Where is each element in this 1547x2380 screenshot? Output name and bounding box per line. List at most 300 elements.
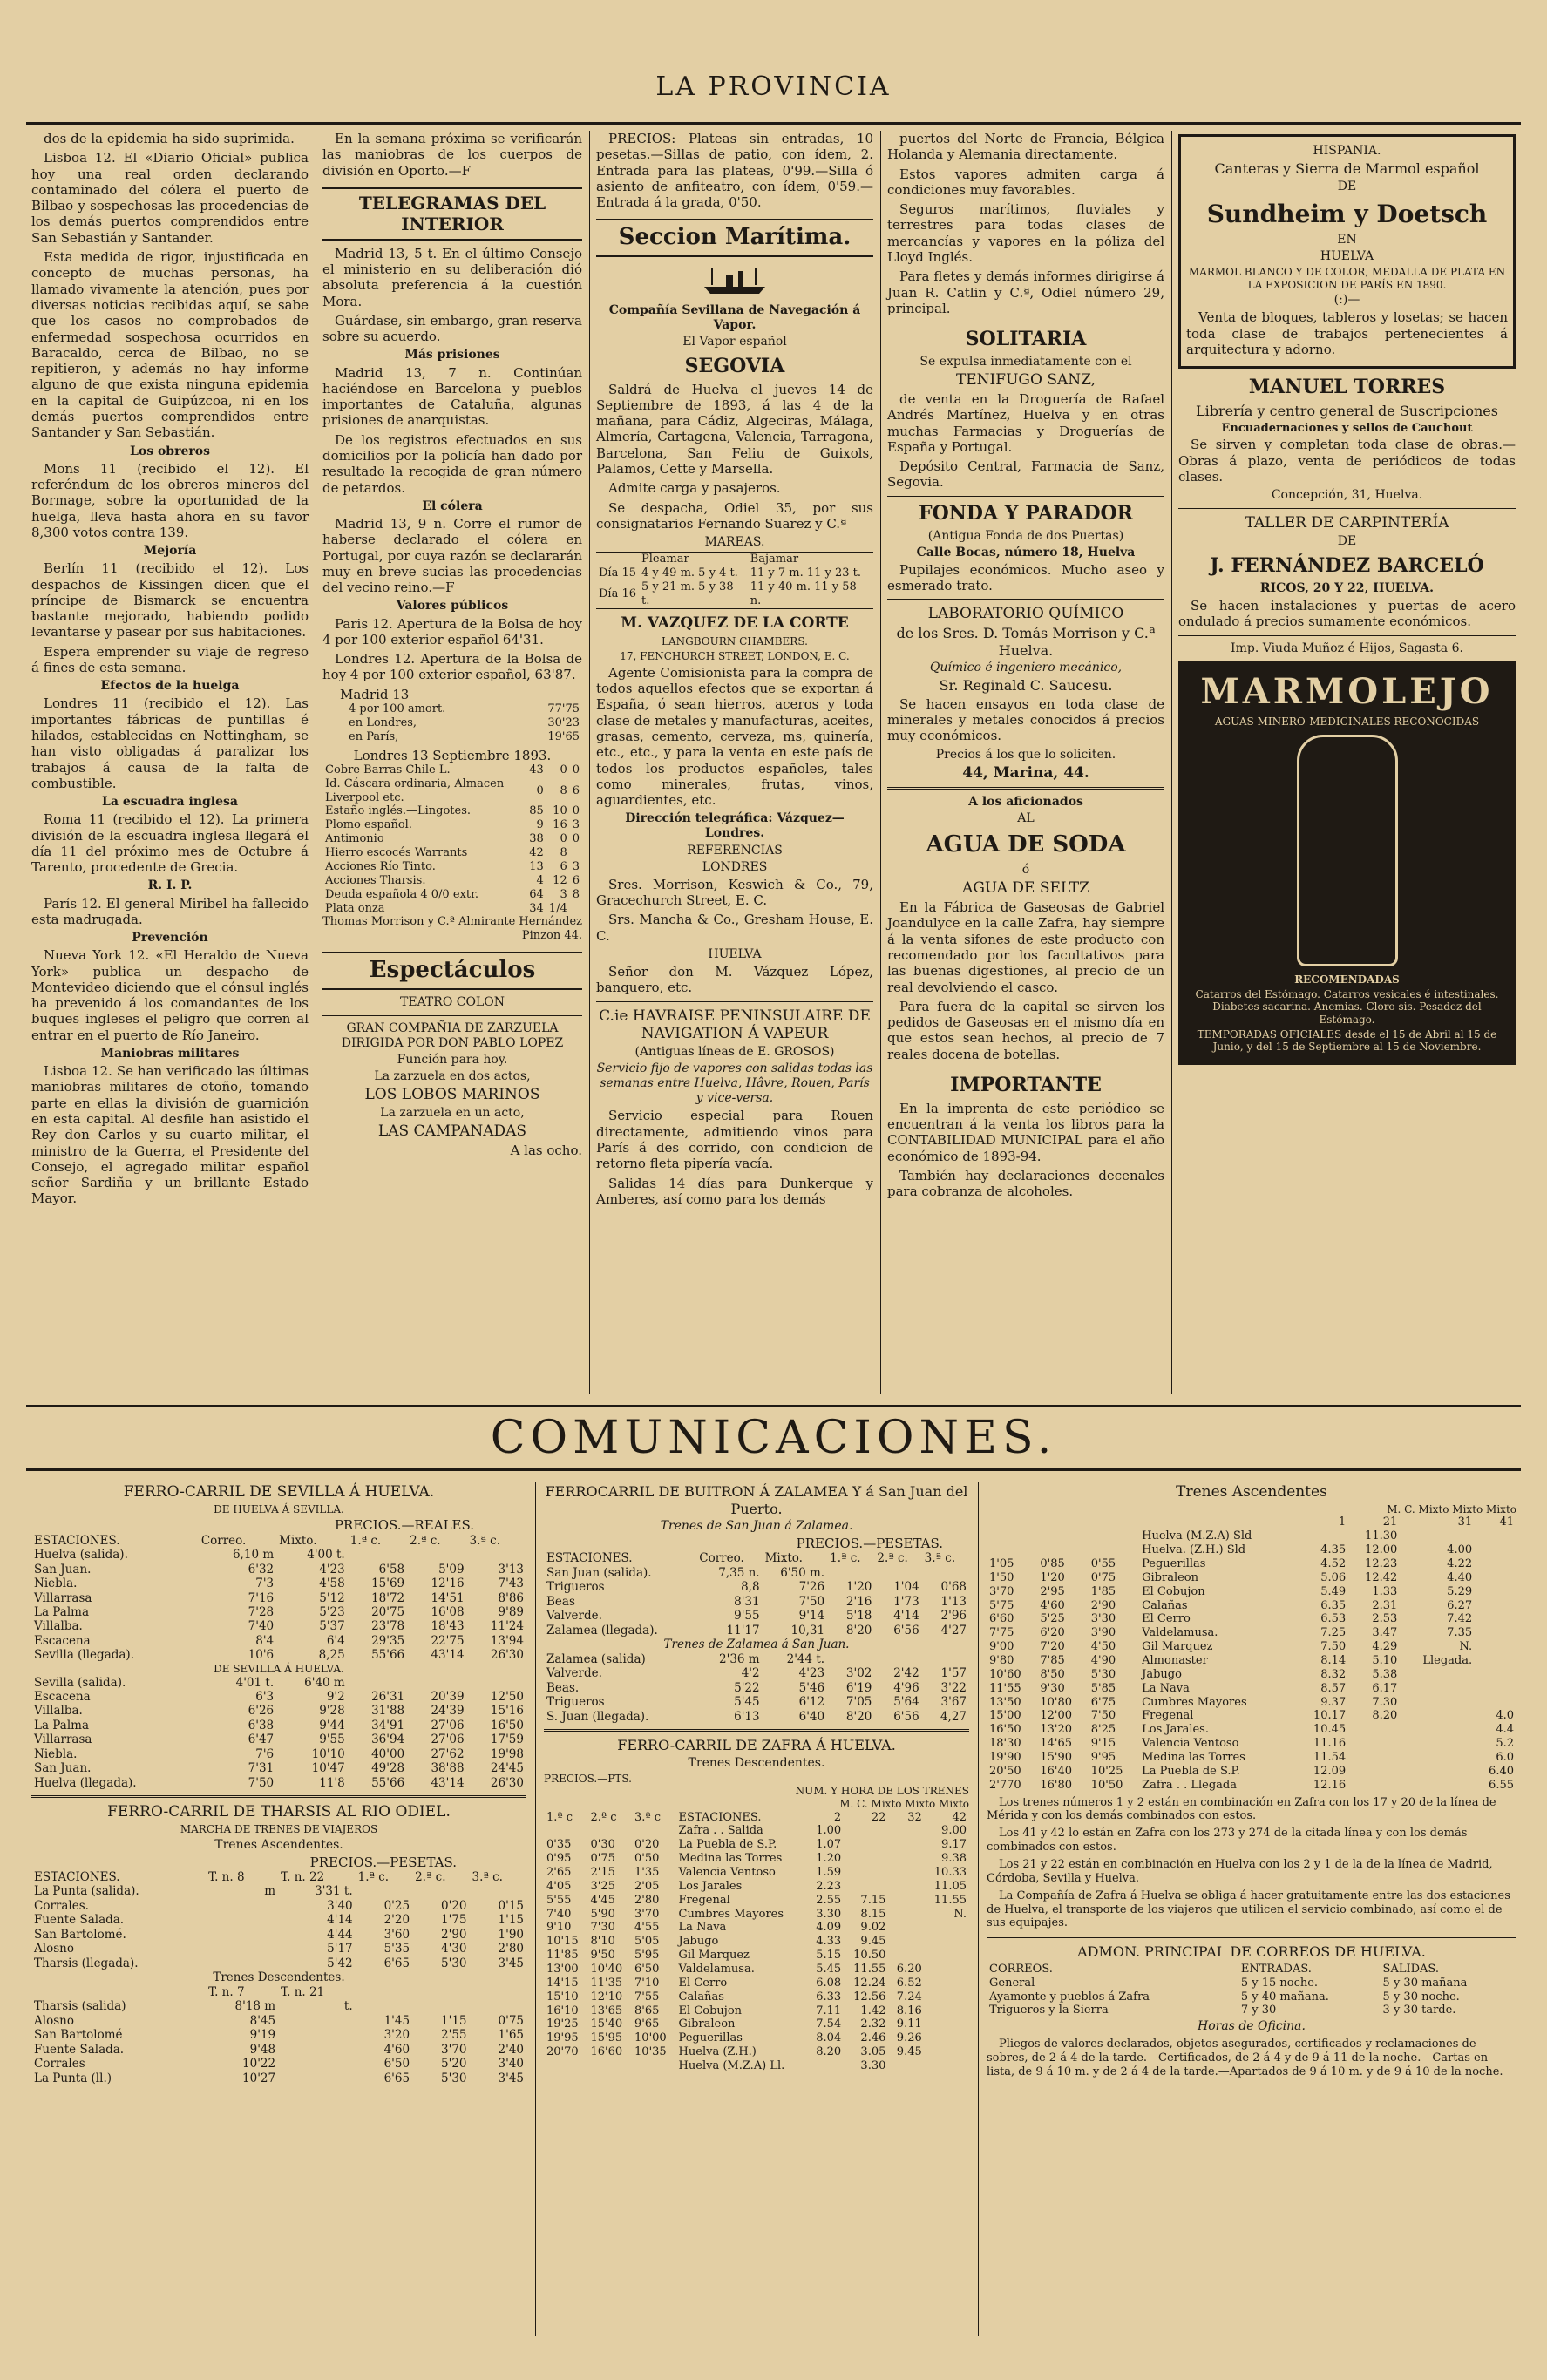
- table-cell: 15'69: [371, 1576, 405, 1591]
- table-cell: 3'70: [634, 1907, 660, 1921]
- table-cell: 3'31 t.: [315, 1884, 353, 1899]
- table-cell: 20'50: [989, 1764, 1021, 1778]
- table-cell: 11'8: [319, 1775, 345, 1790]
- table-cell: N.: [1459, 1640, 1473, 1654]
- table-cell: 5'30: [1090, 1667, 1116, 1681]
- table-cell: 2'16: [845, 1594, 872, 1609]
- table-row: [987, 1765, 1516, 1779]
- table-cell: 9.17: [941, 1838, 967, 1852]
- table-cell: 3'70: [441, 2042, 467, 2057]
- table-cell: 36'94: [371, 1732, 405, 1747]
- lab-prices: Precios á los que lo soliciten.: [935, 747, 1116, 762]
- table-cell: 13'20: [1040, 1723, 1073, 1737]
- table-cell: 1'15: [498, 1913, 524, 1928]
- table-cell: [278, 2071, 356, 2085]
- table-cell: [1400, 1765, 1475, 1779]
- table-cell: 8,8: [741, 1580, 760, 1595]
- table-cell: [925, 1921, 969, 1935]
- table-cell: 4'2: [741, 1666, 760, 1681]
- table-cell: 7'75: [989, 1626, 1014, 1640]
- table-cell: 3'45: [498, 2071, 524, 2085]
- table-row: [544, 1681, 969, 1695]
- table-row: Día 15 4 y 49 m. 5 y 4 t. 11 y 7 m. 11 y 23 t.: [599, 566, 862, 580]
- table-cell: Valencia Ventoso: [1142, 1737, 1239, 1751]
- table-row: [31, 1942, 526, 1956]
- table-cell: 16'08: [431, 1605, 465, 1619]
- table-cell: 9.00: [941, 1824, 967, 1838]
- table-cell: 4.4: [1496, 1723, 1514, 1737]
- divider: [1178, 635, 1516, 636]
- table-cell: Valverde.: [546, 1666, 602, 1681]
- table-cell: 38'88: [431, 1761, 465, 1776]
- paragraph: París 12. El general Miribel ha fallecido esta madrugada.: [31, 895, 309, 927]
- table-row: [544, 1949, 969, 1963]
- table-row: [987, 1654, 1516, 1668]
- table-cell: [1400, 1751, 1475, 1765]
- table-row: ESTACIONES. Correo. Mixto. 1.ª c. 2.ª c. 3.ª c.: [546, 1551, 956, 1566]
- table-cell: 18'43: [431, 1619, 465, 1634]
- table-cell: 8,25: [318, 1648, 345, 1663]
- table-row: en París, 19'65: [349, 729, 580, 743]
- table-cell: Trigueros: [546, 1580, 605, 1595]
- table-cell: 16'80: [1040, 1778, 1073, 1792]
- divider: [887, 496, 1164, 497]
- buitron-table: [544, 1551, 969, 1724]
- table-cell: 20'75: [371, 1605, 405, 1619]
- marmolejo-title: MARMOLEJO: [1200, 670, 1494, 712]
- paragraph: En la Fábrica de Gaseosas de Gabriel Joandulyce en la calle Zafra, hay siempre á la venta sifones de este producto con recomendado por los facultativos para las buenas digestiones, al precio de un real devolviendo el casco.: [887, 899, 1164, 995]
- table-cell: 2.23: [816, 1879, 842, 1893]
- table-cell: [1348, 1779, 1400, 1793]
- table-row: [544, 1908, 969, 1922]
- fonda-address: Calle Bocas, número 18, Huelva: [916, 545, 1136, 559]
- table-cell: [1089, 1529, 1139, 1543]
- marmolejo-list: Catarros del Estómago. Catarros vesicales é intestinales. Diabetes sacarina. Anemias. Cloro sis. Pesadez del Estómago.: [1195, 987, 1499, 1027]
- table-cell: 24'39: [431, 1704, 465, 1719]
- table-row: [31, 1747, 526, 1761]
- table-row: [31, 1776, 526, 1790]
- table-cell: 10'6: [248, 1648, 275, 1663]
- train-header: NUM. Y HORA DE LOS TRENES: [795, 1785, 969, 1798]
- table-row: [987, 1737, 1516, 1751]
- maritime-heading: Seccion Marítima.: [596, 219, 873, 257]
- paragraph: Venta de bloques, tableros y losetas; se hacen toda clase de trabajos pertenecientes á arquitectura y adorno.: [1186, 309, 1508, 357]
- paragraph: Espera emprender su viaje de regreso á fines de esta semana.: [31, 643, 309, 676]
- table-cell: Huelva (M.Z.A) Sld: [1142, 1529, 1252, 1543]
- table-cell: 10'00: [634, 2031, 667, 2045]
- table-cell: 12.24: [853, 1976, 886, 1990]
- table-cell: 4.09: [816, 1921, 842, 1935]
- table-cell: La Punta (ll.): [34, 2071, 112, 2085]
- soda-heading: AGUA DE SODA: [926, 831, 1126, 858]
- table-cell: 9'30: [1040, 1681, 1065, 1695]
- table-cell: 6'26: [248, 1704, 275, 1719]
- table-cell: 16'50: [490, 1718, 524, 1732]
- table-row: Pleamar Bajamar: [641, 553, 799, 566]
- table-cell: 2.32: [860, 2017, 886, 2031]
- table-cell: 6'12: [798, 1695, 825, 1710]
- table-cell: 5'20: [441, 2057, 467, 2071]
- table-cell: [278, 2043, 356, 2057]
- tides-heading: MAREAS.: [704, 535, 765, 550]
- table-cell: 8.57: [1320, 1681, 1347, 1695]
- table-row: Deuda española 4 0/0 extr. 64 3 8: [325, 887, 580, 901]
- table-cell: Cumbres Mayores: [1142, 1695, 1247, 1709]
- table-cell: [888, 1894, 924, 1908]
- hispania-de: DE: [1337, 179, 1357, 193]
- table-cell: Calañas: [1142, 1598, 1188, 1612]
- table-row: [987, 1668, 1516, 1682]
- table-cell: 6'38: [248, 1718, 275, 1732]
- table-cell: 2'42: [893, 1666, 919, 1681]
- hispania-sub: Canteras y Sierra de Marmol español: [1214, 160, 1480, 178]
- table-cell: 2'96: [940, 1609, 967, 1624]
- table-cell: 4.0: [1496, 1709, 1514, 1723]
- table-cell: 4'23: [798, 1666, 825, 1681]
- table-cell: 8.04: [816, 2031, 842, 2045]
- table-cell: 5'46: [798, 1680, 825, 1695]
- table-cell: [278, 2028, 356, 2042]
- table-cell: Huelva. (Z.H.) Sld: [1142, 1543, 1246, 1557]
- table-cell: 7'30: [590, 1921, 615, 1935]
- table-cell: 9'15: [1090, 1737, 1116, 1751]
- section-heading: Efectos de la huelga: [100, 679, 240, 694]
- timetable-sub: MARCHA DE TRENES DE VIAJEROS: [180, 1822, 378, 1835]
- table-cell: 10'60: [989, 1667, 1021, 1681]
- table-cell: 7'43: [498, 1576, 524, 1591]
- section-heading: Valores públicos: [396, 599, 509, 614]
- table-cell: [544, 2059, 588, 2073]
- table-cell: [1475, 1626, 1516, 1640]
- timetable-title: FERROCARRIL DE BUITRON Á ZALAMEA Y á San Juan del Puerto.: [545, 1483, 968, 1517]
- marmolejo-seasons: TEMPORADAS OFICIALES desde el 15 de Abril al 15 de Junio, y del 15 de Septiembre al 15 de Noviembre.: [1197, 1027, 1497, 1054]
- table-cell: 18'72: [371, 1590, 405, 1605]
- table-cell: 1'20: [1040, 1570, 1065, 1584]
- table-cell: 5'23: [319, 1605, 345, 1619]
- table-cell: 9'80: [989, 1653, 1014, 1667]
- column-5: [1173, 131, 1521, 1394]
- table-cell: 9.38: [941, 1852, 967, 1866]
- table-row: [31, 1956, 526, 1970]
- table-cell: 12.23: [1365, 1556, 1398, 1570]
- product-name: TENIFUGO SANZ,: [955, 371, 1096, 390]
- table-cell: 9'65: [634, 2017, 660, 2031]
- table-cell: [888, 1908, 924, 1922]
- fonda-heading: FONDA Y PARADOR: [919, 501, 1133, 525]
- table-row: [544, 1880, 969, 1894]
- table-cell: [1400, 1779, 1475, 1793]
- table-cell: 3'40: [498, 2057, 524, 2071]
- table-cell: [888, 1838, 924, 1852]
- paragraph: Mons 11 (recibido el 12). El referéndum de los obreros mineros del Bormage, sobre la oportunidad de la huelga, lleva hasta ahora en su favor 8,300 votos contra 139.: [31, 460, 309, 540]
- table-row: [987, 1626, 1516, 1640]
- imprint: Imp. Viuda Muñoz é Hijos, Sagasta 6.: [1231, 641, 1463, 655]
- table-row: [987, 1599, 1516, 1613]
- table-cell: 4'05: [546, 1879, 572, 1893]
- paragraph: En la imprenta de este periódico se encuentran á la venta los libros para la CONTABILIDAD MUNICIPAL para el año económico de 1893-94.: [887, 1100, 1164, 1164]
- table-cell: 9'89: [498, 1605, 524, 1619]
- sundheim-name: Sundheim y Doetsch: [1206, 199, 1488, 228]
- table-cell: [987, 1529, 1037, 1543]
- table-cell: [544, 1824, 588, 1838]
- table-cell: 8'4: [255, 1633, 275, 1648]
- masthead: [26, 61, 1521, 125]
- table-cell: 10'35: [634, 2045, 667, 2059]
- table-cell: 31'88: [371, 1704, 405, 1719]
- timetable-title: FERRO-CARRIL DE SEVILLA Á HUELVA.: [123, 1483, 435, 1501]
- table-cell: 12'10: [590, 1990, 623, 2004]
- table-cell: 6.53: [1320, 1612, 1347, 1626]
- important-heading: IMPORTANTE: [950, 1073, 1102, 1096]
- table-cell: 6'60: [989, 1612, 1014, 1626]
- table-cell: Medina las Torres: [1142, 1750, 1245, 1764]
- table-cell: 8'86: [498, 1590, 524, 1605]
- table-cell: 4'50: [1090, 1640, 1116, 1654]
- table-cell: Villarrasa: [34, 1590, 92, 1605]
- table-cell: [1400, 1668, 1475, 1682]
- paragraph: Roma 11 (recibido el 12). La primera división de la escuadra inglesa llegará el día 11 del próximo mes de Octubre á Tarento, procedente de Grecia.: [31, 811, 309, 876]
- table-row: CORREOS. ENTRADAS. SALIDAS.: [989, 1962, 1439, 1976]
- table-row: [31, 1761, 526, 1775]
- table-cell: Almonaster: [1142, 1653, 1208, 1667]
- table-cell: Sevilla (llegada).: [34, 1648, 134, 1663]
- zarzuela-line: La zarzuela en dos actos,: [374, 1069, 531, 1084]
- table-row: [544, 2045, 969, 2059]
- correos-title: ADMON. PRINCIPAL DE CORREOS DE HUELVA.: [1077, 1943, 1426, 1961]
- table-cell: 7'10: [634, 1976, 660, 1990]
- table-cell: [925, 2017, 969, 2031]
- table-cell: 6.20: [896, 1962, 922, 1976]
- table-cell: 9.11: [896, 2017, 922, 2031]
- table-cell: Escacena: [34, 1689, 91, 1704]
- table-cell: Fuente Salada.: [34, 2042, 125, 2057]
- table-cell: [925, 2004, 969, 2018]
- correos-table: [987, 1963, 1516, 2017]
- table-cell: Huelva (salida).: [34, 1548, 128, 1563]
- divider: [31, 1795, 526, 1798]
- table-cell: [808, 2059, 844, 2073]
- timetable-title: Trenes Ascendentes: [1176, 1483, 1327, 1501]
- table-cell: [206, 1928, 278, 1942]
- lab-role: Químico é ingeniero mecánico,: [929, 661, 1123, 675]
- table-cell: 10'22: [242, 2057, 276, 2071]
- table-cell: 3'60: [383, 1927, 410, 1942]
- table-cell: 4.52: [1320, 1556, 1347, 1570]
- paragraph: Madrid 13, 7 n. Continúan haciéndose en Barcelona y pueblos importantes de Cataluña, algunas prisiones de anarquistas.: [322, 364, 582, 429]
- table-row: [31, 1591, 526, 1605]
- table-cell: 5'09: [438, 1562, 465, 1576]
- table-row: Ayamonte y pueblos á Zafra 5 y 40 mañana. 5 y 30 noche.: [989, 1990, 1460, 2004]
- table-cell: Valencia Ventoso: [678, 1865, 776, 1879]
- table-cell: 3'45: [498, 1956, 524, 1970]
- table-cell: 16'60: [590, 2045, 623, 2059]
- divider: [1178, 508, 1516, 509]
- table-cell: 10.50: [853, 1949, 886, 1963]
- table-cell: 6'56: [893, 1709, 919, 1724]
- table-cell: San Bartolomé.: [34, 1927, 126, 1942]
- table-row: [987, 1682, 1516, 1696]
- table-cell: Fregenal: [1142, 1709, 1194, 1723]
- table-cell: 3.05: [860, 2045, 886, 2059]
- table-cell: 14'65: [1040, 1737, 1073, 1751]
- timetable-sub: Trenes de San Juan á Zalamea.: [660, 1519, 853, 1534]
- table-cell: [827, 1566, 874, 1580]
- table-row: Estaño inglés.—Lingotes. 85 10 0: [325, 804, 580, 818]
- table-cell: 8.15: [860, 1907, 886, 1921]
- table-cell: [1348, 1737, 1400, 1751]
- table-cell: 4.33: [816, 1935, 842, 1949]
- column-3: [591, 131, 879, 1394]
- paragraph: También hay declaraciones decenales para cobranza de alcoholes.: [887, 1168, 1164, 1200]
- table-cell: 1'85: [1090, 1584, 1116, 1598]
- table-cell: 7'50: [248, 1775, 275, 1790]
- table-row: Acciones Tharsis. 4 12 6: [325, 873, 580, 887]
- paragraph: Se despacha, Odiel 35, por sus consignatarios Fernando Suarez y C.ª: [596, 499, 873, 532]
- table-cell: 4'23: [319, 1562, 345, 1576]
- lab-chemist: Sr. Reginald C. Saucesu.: [939, 677, 1113, 695]
- table-cell: [888, 1824, 924, 1838]
- table-cell: Huelva (llegada).: [34, 1775, 137, 1790]
- table-row: [987, 1723, 1516, 1737]
- table-cell: 29'35: [371, 1633, 405, 1648]
- table-cell: 5'35: [383, 1942, 410, 1956]
- table-cell: Corrales.: [34, 1898, 89, 1913]
- section-heading: La escuadra inglesa: [102, 795, 238, 810]
- table-cell: [1037, 1529, 1088, 1543]
- table-cell: 4'90: [1090, 1653, 1116, 1667]
- table-row: 4 por 100 amort. 77'75: [349, 702, 580, 716]
- timetable-title: FERRO-CARRIL DE THARSIS AL RIO ODIEL.: [107, 1803, 451, 1821]
- table-cell: 7.15: [860, 1893, 886, 1907]
- paragraph: puertos del Norte de Francia, Bélgica Holanda y Alemania directamente.: [887, 131, 1164, 163]
- table-cell: 8.20: [816, 2045, 842, 2059]
- table-cell: 8.14: [1320, 1653, 1347, 1667]
- paragraph: Estos vapores admiten carga á condiciones muy favorables.: [887, 166, 1164, 198]
- table-cell: 6'40 m: [304, 1675, 345, 1690]
- table-cell: 7'6: [255, 1746, 275, 1761]
- table-cell: 11'85: [546, 1949, 579, 1963]
- table-cell: [1475, 1599, 1516, 1613]
- divider: [544, 1729, 969, 1732]
- table-cell: 15'90: [1040, 1750, 1073, 1764]
- table-cell: 3'30: [1090, 1612, 1116, 1626]
- paragraph: Madrid 13, 9 n. Corre el rumor de haberse declarado el cólera en Portugal, por cuya razón se declararán muy en breve sucias las procedencias del vecino reino.—F: [322, 515, 582, 596]
- table-cell: 4.22: [1447, 1556, 1473, 1570]
- table-cell: 34'91: [371, 1718, 405, 1732]
- seltz-heading: AGUA DE SELTZ: [962, 879, 1089, 898]
- table-cell: 10'50: [1090, 1778, 1123, 1792]
- table-cell: 16'10: [546, 2004, 579, 2017]
- table-cell: 2.46: [860, 2031, 886, 2045]
- table-row: [544, 1566, 969, 1580]
- table-cell: [888, 1949, 924, 1963]
- table-cell: 15'00: [989, 1709, 1021, 1723]
- table-row: [544, 1894, 969, 1908]
- table-row: [31, 1690, 526, 1704]
- note: Los 21 y 22 están en combinación en Huelva con los 2 y 1 de la de la línea de Madrid, Córdoba, Sevilla y Huelva.: [987, 1857, 1493, 1885]
- table-row: [987, 1529, 1516, 1543]
- table-cell: 8'31: [734, 1594, 760, 1609]
- zarzuela-line: La zarzuela en un acto,: [380, 1105, 525, 1120]
- table-row: [31, 2057, 526, 2071]
- timetable-column-3: [981, 1482, 1522, 2353]
- table-cell: [1475, 1543, 1516, 1557]
- divider: [887, 599, 1164, 600]
- table-cell: 9'00: [989, 1640, 1014, 1654]
- table-cell: [1400, 1737, 1475, 1751]
- hispania-sep: (:)—: [1333, 293, 1360, 308]
- table-cell: 9.45: [896, 2045, 922, 2059]
- table-cell: La Nava: [1142, 1681, 1190, 1695]
- paragraph: Seguros marítimos, fluviales y terrestres para todas clases de mercancías y vapores en la póliza del Lloyd Inglés.: [887, 201, 1164, 266]
- table-cell: 16'40: [1040, 1764, 1073, 1778]
- table-cell: 2.31: [1372, 1598, 1398, 1612]
- table-row: [31, 2043, 526, 2057]
- prices-label: PRECIOS.—REALES.: [334, 1517, 474, 1534]
- torres-sub2: Encuadernaciones y sellos de Cauchout: [1221, 421, 1473, 435]
- table-row: [544, 1963, 969, 1977]
- section-heading: R. I. P.: [147, 878, 193, 893]
- table-cell: 13'65: [590, 2004, 623, 2017]
- city-label: HUELVA: [708, 946, 762, 961]
- paragraph: Lisboa 12. Se han verificado las últimas maniobras militares de otoño, tomando parte en ellas la división de guarnición en esta capital. Al desfile han asistido el Rey don Carlos y su cuarto militar, el ministro de la Guerra, el Presidente del Consejo, el agregado militar español señor Sardiña y un brillante Estado Mayor.: [31, 1063, 309, 1207]
- paragraph: Londres 12. Apertura de la Bolsa de hoy 4 por 100 exterior español, 63'87.: [322, 651, 582, 683]
- table-cell: 11'24: [490, 1619, 524, 1634]
- table-cell: San Bartolomé: [34, 2028, 123, 2043]
- table-cell: Fregenal: [678, 1893, 730, 1907]
- references-heading: REFERENCIAS: [687, 843, 783, 858]
- table-cell: 5'17: [327, 1942, 353, 1956]
- table-cell: Los Jarales.: [1142, 1723, 1209, 1737]
- column-4: [882, 131, 1170, 1394]
- table-cell: 11.05: [933, 1879, 967, 1893]
- table-row: [544, 1824, 969, 1838]
- table-cell: 9'95: [1090, 1750, 1116, 1764]
- paragraph: Esta medida de rigor, injustificada en concepto de muchas personas, ha llamado vivamente la atención, pues por diversas noticias recibidas aquí, se sabe que los casos no comprobados de enfermedad sospechosa ocurridos en Baracaldo, cerca de Bilbao, no se repitieron, y además no hay informe alguno de que exista ninguna epidemia en la capital de Guipúzcoa, ni en los demás puertos comprendidos entre Santander y San Sebastián.: [31, 249, 309, 441]
- table-cell: 4'44: [327, 1927, 353, 1942]
- table-cell: 10'47: [311, 1761, 345, 1776]
- table-cell: [348, 1548, 407, 1562]
- table-cell: Calañas: [678, 1990, 724, 2004]
- table-cell: 15'10: [546, 1990, 579, 2004]
- table-cell: 43'14: [431, 1775, 465, 1790]
- table-cell: Alosno: [34, 1942, 74, 1956]
- table-cell: 1.00: [816, 1824, 842, 1838]
- table-cell: 11.30: [1365, 1529, 1398, 1543]
- paragraph: Guárdase, sin embargo, gran reserva sobre su acuerdo.: [322, 312, 582, 345]
- table-cell: 4,27: [940, 1709, 967, 1724]
- table-cell: t.: [343, 1999, 353, 2014]
- paragraph: PRECIOS: Plateas sin entradas, 10 pesetas.—Sillas de patio, con ídem, 2. Entrada para las plateas, 0'99.—Silla ó asiento de anfiteatro, con ídem, 0'59.—Entrada á la grada, 0'50.: [596, 131, 873, 211]
- agent-street: 17, FENCHURCH STREET, LONDON, E. C.: [620, 650, 850, 663]
- table-row: [987, 1571, 1516, 1585]
- column-2: [317, 131, 587, 1394]
- table-cell: N.: [953, 1907, 967, 1921]
- table-cell: 7'50: [798, 1594, 825, 1609]
- table-cell: 23'78: [371, 1619, 405, 1634]
- table-cell: 8.32: [1320, 1667, 1347, 1681]
- paragraph: Salidas 14 días para Dunkerque y Amberes, así como para los demás: [596, 1175, 873, 1207]
- table-cell: 1.07: [816, 1838, 842, 1852]
- table-cell: [1089, 1543, 1139, 1557]
- table-row: [544, 1652, 969, 1666]
- lab-owner: de los Sres. D. Tomás Morrison y C.ª Huelva.: [896, 625, 1156, 659]
- table-cell: 6'56: [893, 1623, 919, 1638]
- table-cell: Zafra . . Llegada: [1142, 1778, 1237, 1792]
- table-row: Cobre Barras Chile L. 43 0 0: [325, 763, 580, 776]
- taller-heading: TALLER DE CARPINTERÍA: [1245, 514, 1449, 532]
- table-row: [987, 1751, 1516, 1765]
